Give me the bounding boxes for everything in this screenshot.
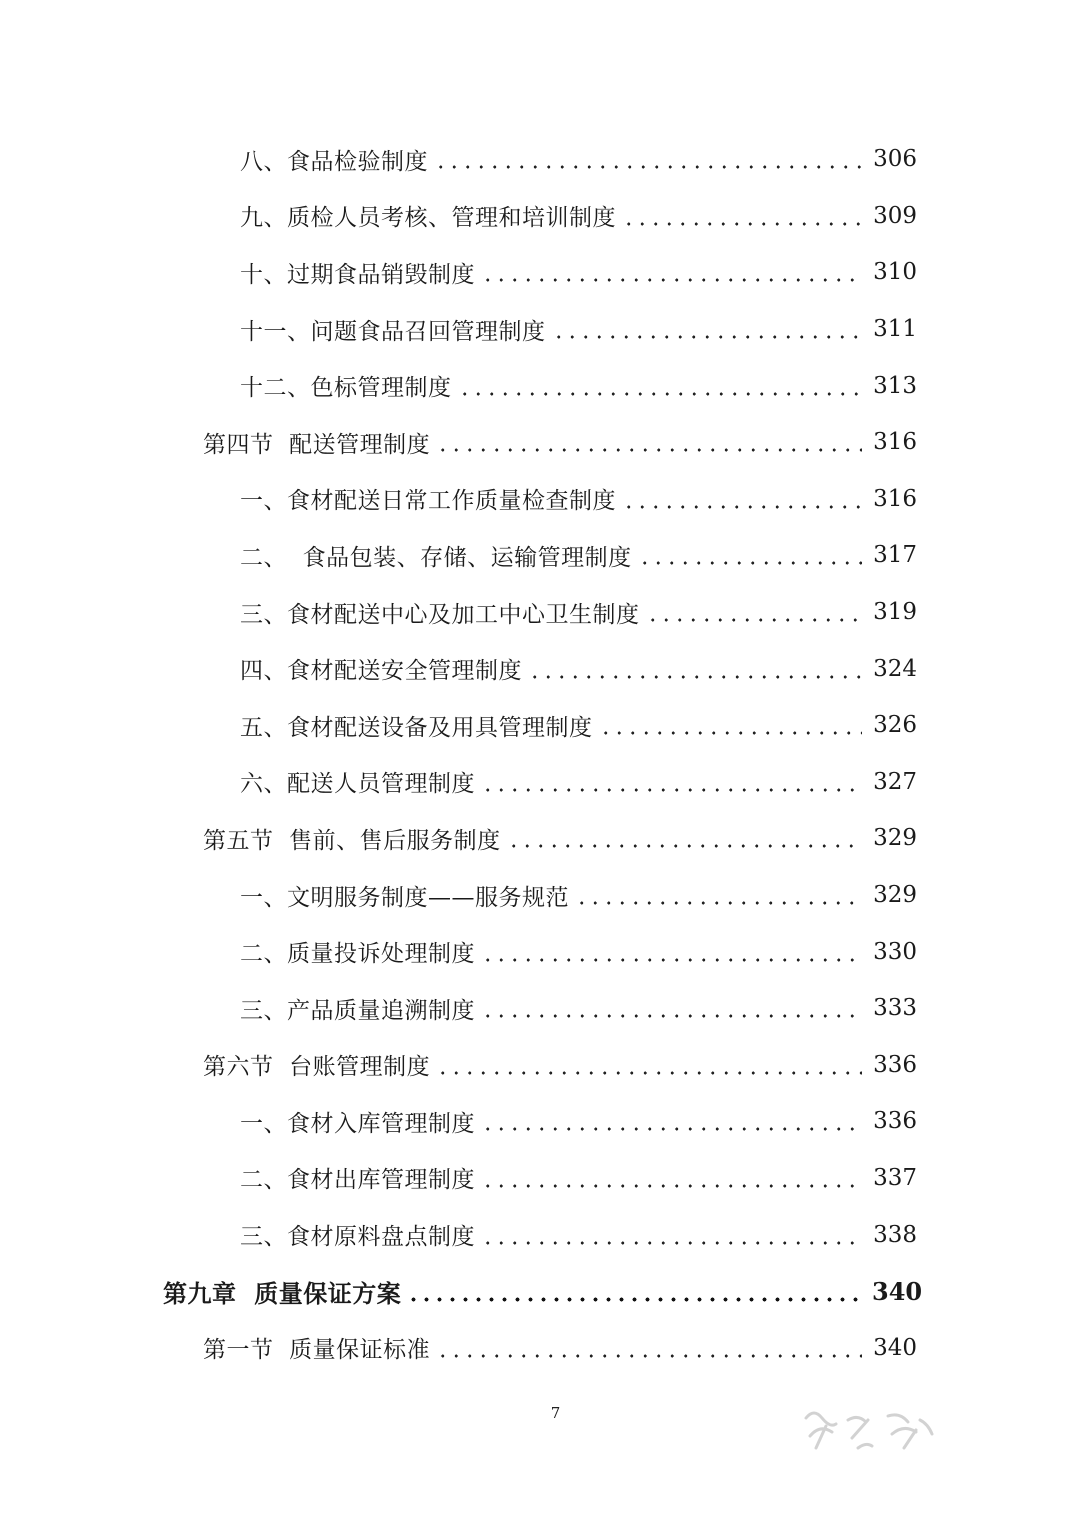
toc-dot-leader <box>528 675 862 679</box>
page-number: 7 <box>550 1404 561 1422</box>
toc-dot-leader <box>458 392 863 396</box>
toc-entry <box>0 867 1080 924</box>
toc-entry-title: 八、食品检验制度 <box>240 148 428 175</box>
toc-entry <box>0 980 1080 1037</box>
toc-entry-title: 二、质量投诉处理制度 <box>240 941 475 968</box>
toc-entry-title: 第四节 配送管理制度 <box>203 431 431 458</box>
toc-entry-title: 三、食材配送中心及加工中心卫生制度 <box>240 601 640 628</box>
toc-entry-page: 336 <box>873 1051 917 1078</box>
toc-entry <box>0 357 1080 414</box>
toc-entry-page: 324 <box>873 655 917 682</box>
toc-dot-leader <box>622 222 862 226</box>
toc-dot-leader <box>481 1127 862 1131</box>
toc-dot-leader <box>638 561 862 565</box>
toc-entry <box>0 810 1080 867</box>
table-of-contents <box>0 131 1080 1376</box>
toc-entry-title: 五、食材配送设备及用具管理制度 <box>240 714 593 741</box>
toc-dot-leader <box>481 788 862 792</box>
toc-entry-title: 四、食材配送安全管理制度 <box>240 658 522 685</box>
toc-entry <box>0 244 1080 301</box>
toc-entry-page: 340 <box>872 1276 923 1306</box>
toc-entry-page: 329 <box>873 825 917 852</box>
toc-entry <box>0 1263 1080 1320</box>
toc-entry <box>0 697 1080 754</box>
toc-entry <box>0 1150 1080 1207</box>
toc-entry-title: 第一节 质量保证标准 <box>203 1337 431 1364</box>
toc-entry-title: 二、 食品包装、存储、运输管理制度 <box>240 544 632 571</box>
toc-entry-title: 三、产品质量追溯制度 <box>240 997 475 1024</box>
toc-dot-leader <box>507 844 862 848</box>
toc-dot-leader <box>481 1014 862 1018</box>
toc-entry-page: 333 <box>873 995 917 1022</box>
toc-entry <box>0 1037 1080 1094</box>
toc-entry <box>0 301 1080 358</box>
toc-dot-leader <box>481 1241 862 1245</box>
toc-entry-title: 二、食材出库管理制度 <box>240 1167 475 1194</box>
toc-entry-page: 327 <box>873 768 917 795</box>
toc-entry-page: 338 <box>873 1221 917 1248</box>
toc-dot-leader <box>599 731 863 735</box>
toc-dot-leader <box>481 1184 862 1188</box>
toc-entry <box>0 471 1080 528</box>
toc-entry-title: 一、文明服务制度——服务规范 <box>240 884 569 911</box>
toc-dot-leader <box>575 901 862 905</box>
toc-dot-leader <box>436 1354 862 1358</box>
toc-entry <box>0 640 1080 697</box>
toc-dot-leader <box>622 505 862 509</box>
toc-entry-title: 十、过期食品销毁制度 <box>240 261 475 288</box>
watermark-logo <box>800 1398 940 1458</box>
toc-entry <box>0 584 1080 641</box>
toc-entry-page: 326 <box>873 712 917 739</box>
toc-entry-title: 九、质检人员考核、管理和培训制度 <box>240 205 616 232</box>
toc-entry-title: 第六节 台账管理制度 <box>203 1054 431 1081</box>
toc-dot-leader <box>407 1297 862 1302</box>
toc-entry-title: 第五节 售前、售后服务制度 <box>203 827 501 854</box>
toc-entry <box>0 754 1080 811</box>
toc-entry-title: 十一、问题食品召回管理制度 <box>240 318 546 345</box>
toc-entry <box>0 923 1080 980</box>
toc-entry-page: 309 <box>873 202 917 229</box>
toc-entry-title: 第九章 质量保证方案 <box>163 1278 402 1308</box>
toc-entry-title: 一、食材入库管理制度 <box>240 1110 475 1137</box>
toc-dot-leader <box>646 618 863 622</box>
toc-entry-page: 313 <box>873 372 917 399</box>
toc-entry-title: 十二、色标管理制度 <box>240 375 452 402</box>
toc-entry-page: 319 <box>873 599 917 626</box>
toc-entry <box>0 1093 1080 1150</box>
toc-entry-title: 三、食材原料盘点制度 <box>240 1224 475 1251</box>
toc-entry-page: 306 <box>873 146 917 173</box>
toc-entry-title: 一、食材配送日常工作质量检查制度 <box>240 488 616 515</box>
toc-entry-page: 340 <box>873 1334 917 1361</box>
toc-entry-page: 316 <box>873 429 917 456</box>
toc-entry <box>0 1319 1080 1376</box>
toc-entry-page: 330 <box>873 938 917 965</box>
toc-entry <box>0 131 1080 188</box>
toc-dot-leader <box>436 1071 862 1075</box>
toc-entry-page: 336 <box>873 1108 917 1135</box>
toc-entry <box>0 1206 1080 1263</box>
toc-entry-page: 310 <box>873 259 917 286</box>
toc-entry-title: 六、配送人员管理制度 <box>240 771 475 798</box>
toc-entry-page: 316 <box>873 485 917 512</box>
toc-entry-page: 317 <box>873 542 917 569</box>
toc-entry <box>0 414 1080 471</box>
toc-entry <box>0 527 1080 584</box>
toc-dot-leader <box>434 165 862 169</box>
toc-dot-leader <box>436 448 862 452</box>
toc-entry-page: 311 <box>873 316 917 343</box>
toc-dot-leader <box>481 958 862 962</box>
toc-entry-page: 329 <box>873 882 917 909</box>
toc-dot-leader <box>481 278 862 282</box>
toc-entry-page: 337 <box>873 1164 917 1191</box>
toc-entry <box>0 188 1080 245</box>
toc-dot-leader <box>552 335 863 339</box>
